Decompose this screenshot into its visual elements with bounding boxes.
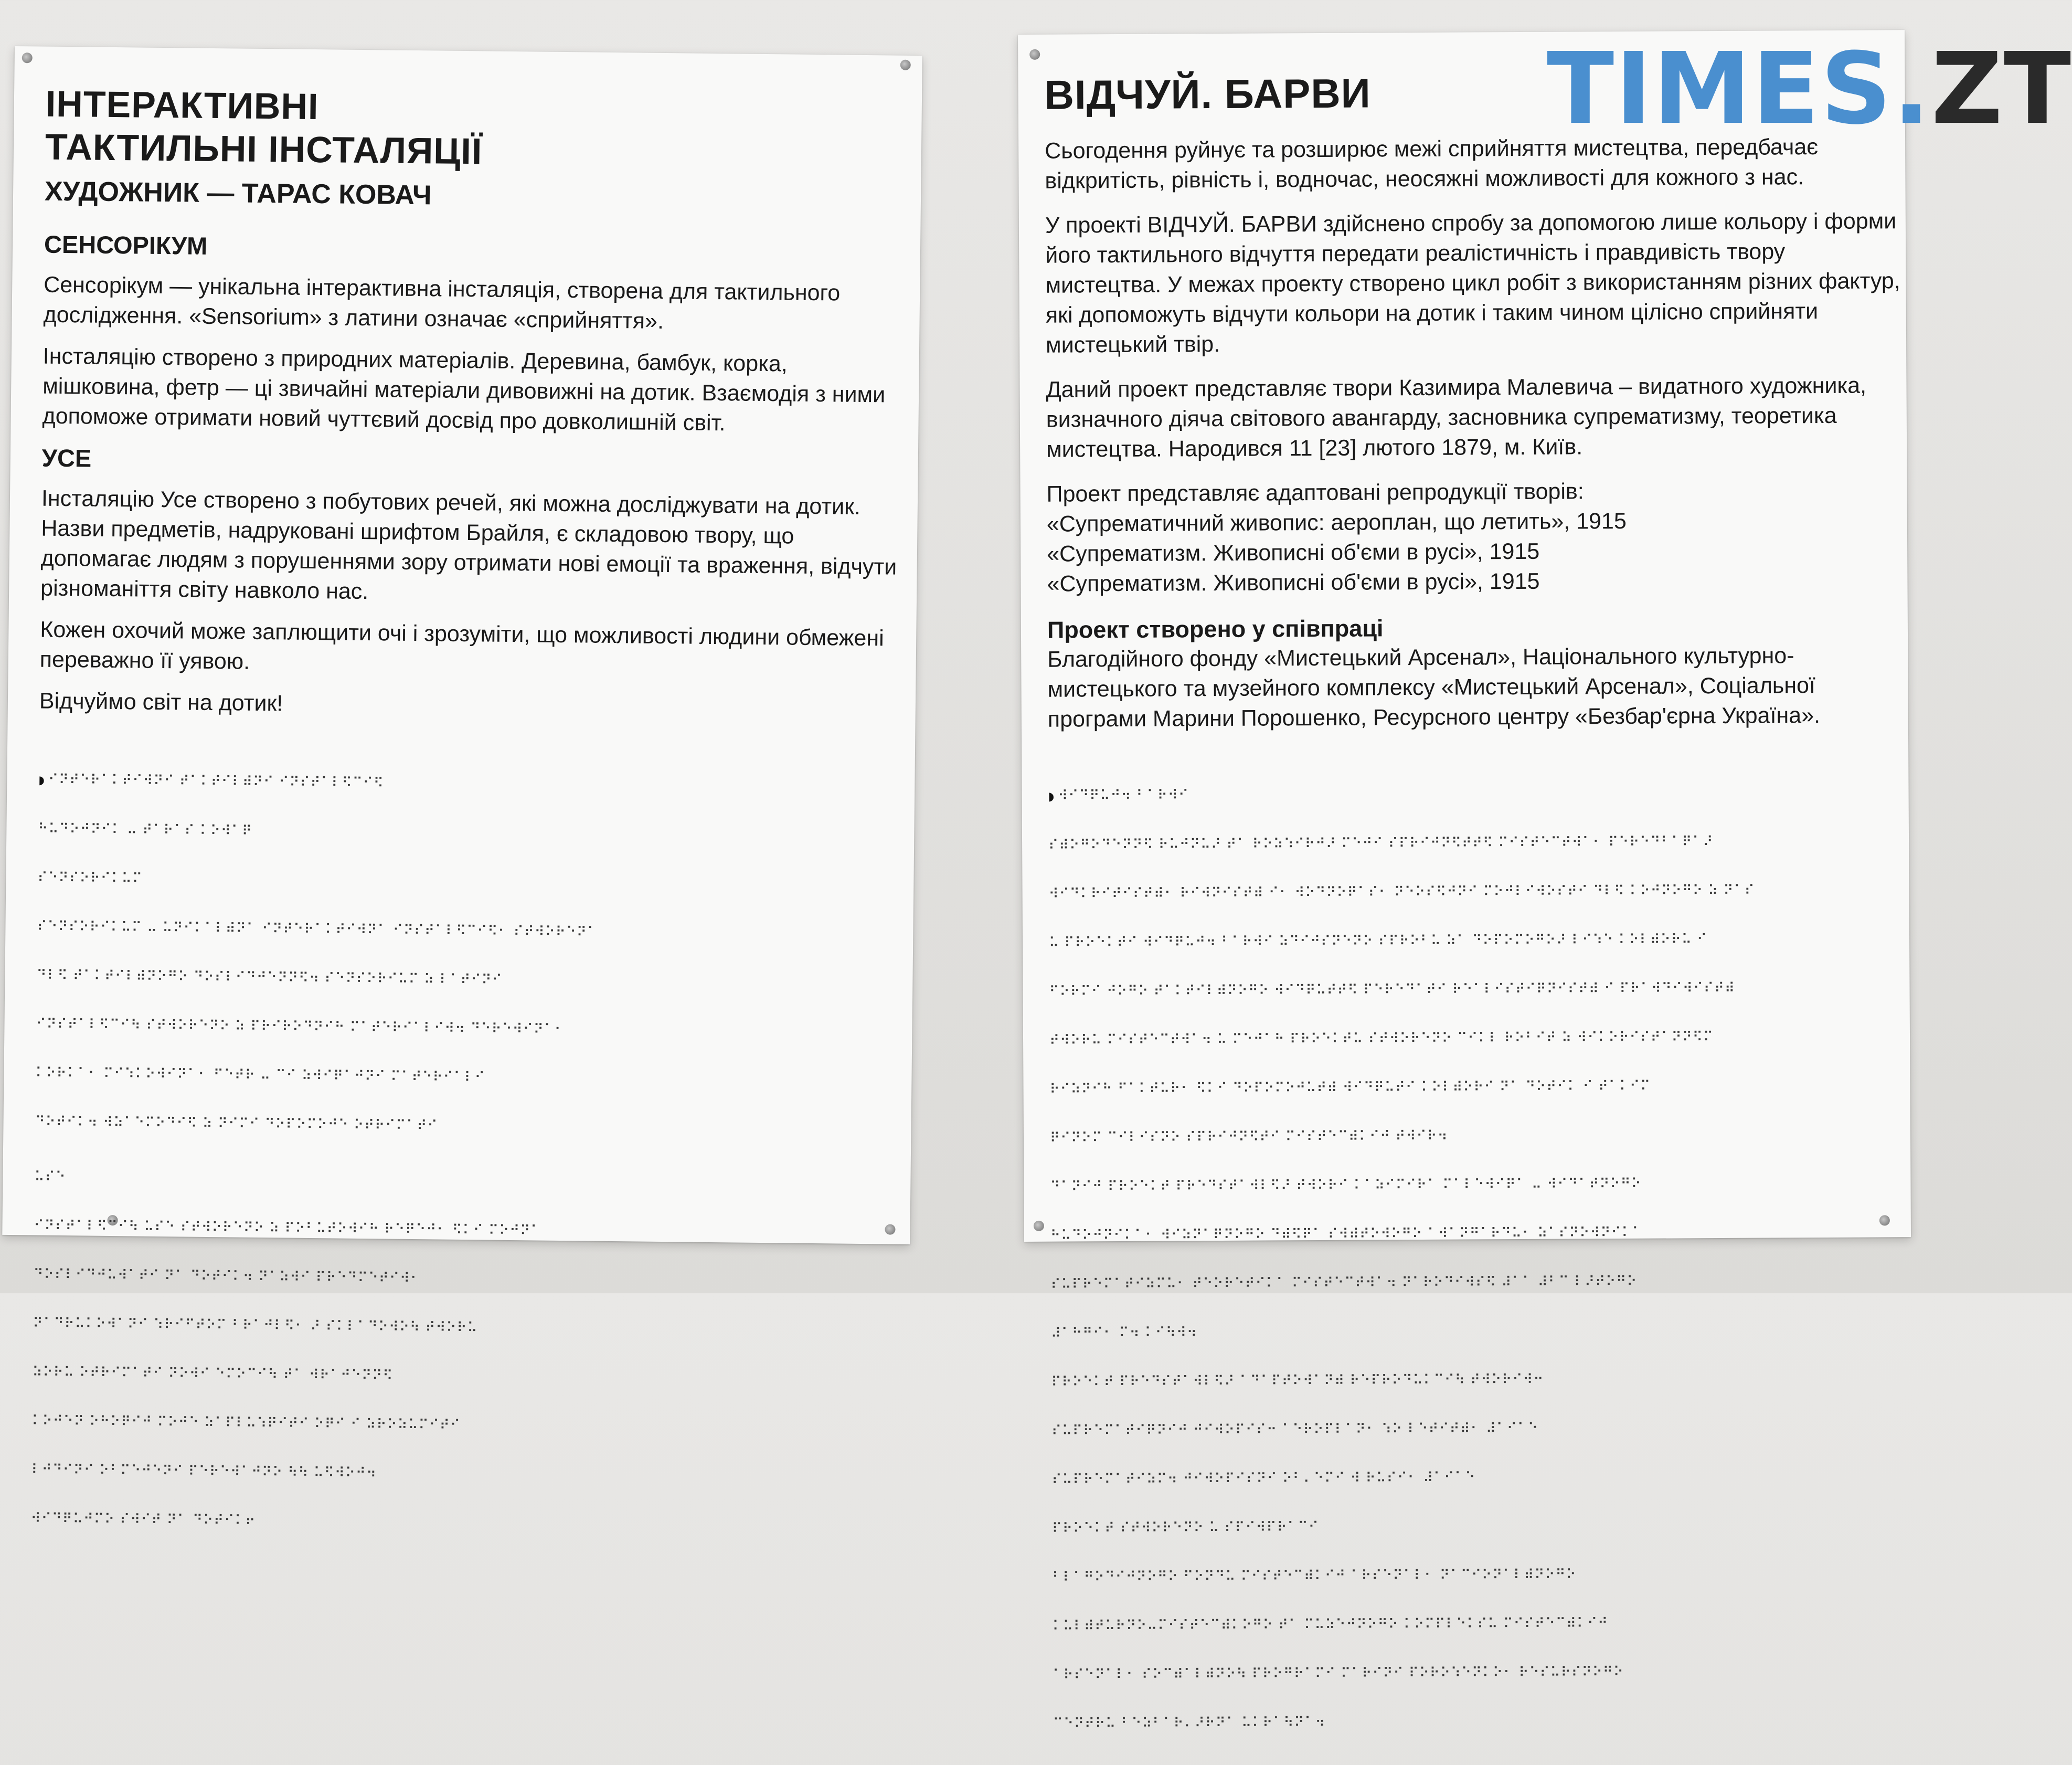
braille-line: ⠎⠥⠏⠗⠑⠍⠁⠞⠊⠵⠍⠲ ⠚⠊⠺⠕⠏⠊⠎⠝⠊ ⠕⠃⠄⠑⠍⠊ ⠺ ⠗⠥⠎⠊⠂ ⠼⠁⠊⠁⠑: [1051, 1470, 1476, 1488]
braille-line: ⠵⠕⠗⠥ ⠕⠞⠗⠊⠍⠁⠞⠊ ⠝⠕⠺⠊ ⠑⠍⠕⠉⠊⠳ ⠞⠁ ⠺⠗⠁⠚⠑⠝⠝⠫: [32, 1364, 394, 1384]
logo-dot: .: [1893, 31, 1931, 146]
paragraph: Інсталяцію створено з природних матеріалів. Деревина, бамбук, корка, мішковина, фетр — ці звичайні матеріали дивовижні на дотик. Взаємодія з ними допоможе отримати новий чуттєвий досвід про довколишній світ.: [42, 343, 886, 436]
braille-text-block: [1048, 751, 1914, 1765]
works-list: [1046, 475, 1907, 599]
braille-line: ⠉⠑⠝⠞⠗⠥ ⠃⠑⠵⠃⠁⠗⠄⠜⠗⠝⠁ ⠥⠅⠗⠁⠳⠝⠁⠲: [1053, 1714, 1326, 1732]
braille-start-marker-icon: ◗: [1048, 790, 1055, 804]
braille-line: ⠏⠗⠕⠑⠅⠞ ⠎⠞⠺⠕⠗⠑⠝⠕ ⠥ ⠎⠏⠊⠺⠏⠗⠁⠉⠊: [1051, 1519, 1319, 1537]
braille-line: ⠏⠗⠕⠑⠅⠞ ⠏⠗⠑⠙⠎⠞⠁⠺⠇⠫⠜ ⠁⠙⠁⠏⠞⠕⠺⠁⠝⠾ ⠗⠑⠏⠗⠕⠙⠥⠅⠉⠊⠳ ⠞⠺⠕⠗⠊⠺⠒: [1051, 1371, 1544, 1390]
logo-name: TIMES: [1547, 31, 1893, 146]
paragraph: Сьогодення руйнує та розширює межі сприйняття мистецтва, передбачає відкритість, рівність і, водночас, неосяжні можливості для кожного з нас.: [1045, 134, 1819, 194]
panel-title: ВІДЧУЙ. БАРВИ: [1044, 70, 1371, 118]
braille-line: ⠓⠥⠙⠕⠚⠝⠊⠅ ⠤ ⠞⠁⠗⠁⠎ ⠅⠕⠺⠁⠟: [38, 821, 253, 839]
panel-title-line2: ТАКТИЛЬНІ ІНСТАЛЯЦІЇ: [45, 126, 483, 172]
left-panel-content: [30, 82, 906, 1569]
screw-icon: [1034, 1221, 1044, 1231]
paragraph: Кожен охочий може заплющити очі і зрозуміти, що можливості людини обмежені переважно її уявою.: [39, 617, 884, 674]
artist-subtitle: ХУДОЖНИК — ТАРАС КОВАЧ: [44, 176, 432, 211]
braille-line: ◗ ⠺⠊⠙⠟⠥⠚⠲ ⠃⠁⠗⠺⠊: [1048, 787, 1189, 804]
paragraph: Сенсорікум — унікальна інтерактивна інсталяція, створена для тактильного дослідження. «Sensorium» з латини означає «сприйняття».: [43, 272, 841, 334]
braille-line: ⠎⠥⠏⠗⠑⠍⠁⠞⠊⠵⠍⠥⠂ ⠞⠑⠕⠗⠑⠞⠊⠅⠁ ⠍⠊⠎⠞⠑⠉⠞⠺⠁⠲ ⠝⠁⠗⠕⠙⠊⠺⠎⠫ ⠼⠁⠁ ⠼⠃⠉ ⠇⠜⠞⠕⠛⠕: [1050, 1273, 1638, 1293]
braille-line: ⠞⠺⠕⠗⠥ ⠍⠊⠎⠞⠑⠉⠞⠺⠁⠲ ⠥ ⠍⠑⠚⠁⠓ ⠏⠗⠕⠑⠅⠞⠥ ⠎⠞⠺⠕⠗⠑⠝⠕ ⠉⠊⠅⠇ ⠗⠕⠃⠊⠞ ⠵ ⠺⠊⠅⠕⠗⠊⠎⠞⠁⠝⠝⠫⠍: [1049, 1029, 1714, 1049]
braille-line: ◗ ⠊⠝⠞⠑⠗⠁⠅⠞⠊⠺⠝⠊ ⠞⠁⠅⠞⠊⠇⠾⠝⠊ ⠊⠝⠎⠞⠁⠇⠫⠉⠊⠫: [38, 771, 384, 791]
braille-line: ⠥ ⠏⠗⠕⠑⠅⠞⠊ ⠺⠊⠙⠟⠥⠚⠲ ⠃⠁⠗⠺⠊ ⠵⠙⠊⠚⠎⠝⠑⠝⠕ ⠎⠏⠗⠕⠃⠥ ⠵⠁ ⠙⠕⠏⠕⠍⠕⠛⠕⠜ ⠇⠊⠱⠑ ⠅⠕⠇⠾⠕⠗⠥ ⠊: [1048, 932, 1708, 951]
braille-line: ⠁⠗⠎⠑⠝⠁⠇⠂ ⠎⠕⠉⠾⠁⠇⠾⠝⠕⠳ ⠏⠗⠕⠛⠗⠁⠍⠊ ⠍⠁⠗⠊⠝⠊ ⠏⠕⠗⠕⠱⠑⠝⠅⠕⠂ ⠗⠑⠎⠥⠗⠎⠝⠕⠛⠕: [1053, 1664, 1624, 1683]
credits-heading: Проект створено у співпраці: [1047, 615, 1384, 643]
braille-line: ⠼⠁⠓⠛⠊⠂ ⠍⠲ ⠅⠊⠳⠺⠲: [1050, 1325, 1198, 1341]
screw-icon: [22, 52, 33, 63]
times-zt-logo: [1547, 31, 2072, 146]
works-intro: Проект представляє адаптовані репродукції творів:: [1046, 479, 1584, 507]
work-item: «Супрематичний живопис: аероплан, що летить», 1915: [1046, 508, 1627, 537]
braille-line: ⠇⠚⠙⠊⠝⠊ ⠕⠃⠍⠑⠚⠑⠝⠊ ⠏⠑⠗⠑⠺⠁⠚⠝⠕ ⠳⠳ ⠥⠫⠺⠕⠚⠲: [31, 1462, 377, 1482]
braille-line: ⠋⠕⠗⠍⠊ ⠚⠕⠛⠕ ⠞⠁⠅⠞⠊⠇⠾⠝⠕⠛⠕ ⠺⠊⠙⠟⠥⠞⠞⠫ ⠏⠑⠗⠑⠙⠁⠞⠊ ⠗⠑⠁⠇⠊⠎⠞⠊⠟⠝⠊⠎⠞⠾ ⠊ ⠏⠗⠁⠺⠙⠊⠺⠊⠎⠞⠾: [1049, 980, 1736, 1000]
braille-line: ⠅⠕⠚⠑⠝ ⠕⠓⠕⠟⠊⠚ ⠍⠕⠚⠑ ⠵⠁⠏⠇⠥⠱⠟⠊⠞⠊ ⠕⠟⠊ ⠊ ⠵⠗⠕⠵⠥⠍⠊⠞⠊: [31, 1413, 461, 1434]
braille-line: ⠟⠊⠝⠕⠍ ⠉⠊⠇⠊⠎⠝⠕ ⠎⠏⠗⠊⠚⠝⠫⠞⠊ ⠍⠊⠎⠞⠑⠉⠾⠅⠊⠚ ⠞⠺⠊⠗⠲: [1049, 1128, 1448, 1146]
right-panel-content: [1044, 67, 1914, 1765]
braille-line: ⠥⠎⠑: [34, 1169, 66, 1186]
braille-line: ⠎⠑⠝⠎⠕⠗⠊⠅⠥⠍: [37, 870, 143, 887]
braille-line: ⠃⠇⠁⠛⠕⠙⠊⠚⠝⠕⠛⠕ ⠋⠕⠝⠙⠥ ⠍⠊⠎⠞⠑⠉⠾⠅⠊⠚ ⠁⠗⠎⠑⠝⠁⠇⠂ ⠝⠁⠉⠊⠕⠝⠁⠇⠾⠝⠕⠛⠕: [1052, 1567, 1577, 1586]
left-info-panel: [2, 46, 922, 1529]
braille-line: ⠙⠁⠝⠊⠚ ⠏⠗⠕⠑⠅⠞ ⠏⠗⠑⠙⠎⠞⠁⠺⠇⠫⠜ ⠞⠺⠕⠗⠊ ⠅⠁⠵⠊⠍⠊⠗⠁ ⠍⠁⠇⠑⠺⠊⠟⠁ ⠤ ⠺⠊⠙⠁⠞⠝⠕⠛⠕: [1050, 1176, 1642, 1195]
panel-title-line1: ІНТЕРАКТИВНІ: [45, 83, 319, 128]
braille-line: ⠺⠊⠙⠟⠥⠚⠍⠕ ⠎⠺⠊⠞ ⠝⠁ ⠙⠕⠞⠊⠅⠖: [30, 1510, 256, 1529]
braille-line: ⠅⠕⠗⠅⠁⠂ ⠍⠊⠱⠅⠕⠺⠊⠝⠁⠂ ⠋⠑⠞⠗ ⠤ ⠉⠊ ⠵⠺⠊⠟⠁⠚⠝⠊ ⠍⠁⠞⠑⠗⠊⠁⠇⠊: [35, 1065, 485, 1086]
braille-line: ⠊⠝⠎⠞⠁⠇⠫⠉⠊⠳ ⠎⠞⠺⠕⠗⠑⠝⠕ ⠵ ⠏⠗⠊⠗⠕⠙⠝⠊⠓ ⠍⠁⠞⠑⠗⠊⠁⠇⠊⠺⠲ ⠙⠑⠗⠑⠺⠊⠝⠁⠂: [36, 1016, 565, 1038]
screw-icon: [900, 60, 911, 70]
braille-line: ⠎⠑⠝⠎⠕⠗⠊⠅⠥⠍ ⠤ ⠥⠝⠊⠅⠁⠇⠾⠝⠁ ⠊⠝⠞⠑⠗⠁⠅⠞⠊⠺⠝⠁ ⠊⠝⠎⠞⠁⠇⠫⠉⠊⠫⠂ ⠎⠞⠺⠕⠗⠑⠝⠁: [37, 918, 598, 940]
screw-icon: [1029, 49, 1040, 60]
braille-line: ⠗⠊⠵⠝⠊⠓ ⠋⠁⠅⠞⠥⠗⠂ ⠫⠅⠊ ⠙⠕⠏⠕⠍⠕⠚⠥⠞⠾ ⠺⠊⠙⠟⠥⠞⠊ ⠅⠕⠇⠾⠕⠗⠊ ⠝⠁ ⠙⠕⠞⠊⠅ ⠊ ⠞⠁⠅⠊⠍: [1049, 1078, 1651, 1097]
work-item: «Супрематизм. Живописні об'єми в русі», 1915: [1047, 568, 1540, 597]
right-info-panel: [1018, 30, 1911, 1732]
braille-start-marker-icon: ◗: [38, 774, 46, 787]
paragraph: Інсталяцію Усе створено з побутових речей, які можна досліджувати на дотик. Назви предметів, надруковані шрифтом Брайля, є складовою твору, що допомагає людям з порушеннями зору отримати нові емоції та враження, відчути різноманіття світу навколо нас.: [40, 485, 897, 605]
braille-line: ⠙⠕⠎⠇⠊⠙⠚⠥⠺⠁⠞⠊ ⠝⠁ ⠙⠕⠞⠊⠅⠲ ⠝⠁⠵⠺⠊ ⠏⠗⠑⠙⠍⠑⠞⠊⠺⠂: [33, 1266, 421, 1287]
logo-suffix: ZT: [1931, 31, 2072, 146]
braille-line: ⠅⠥⠇⠾⠞⠥⠗⠝⠕⠤⠍⠊⠎⠞⠑⠉⠾⠅⠕⠛⠕ ⠞⠁ ⠍⠥⠵⠑⠚⠝⠕⠛⠕ ⠅⠕⠍⠏⠇⠑⠅⠎⠥ ⠍⠊⠎⠞⠑⠉⠾⠅⠊⠚: [1052, 1615, 1609, 1634]
section-heading-sensorikum: СЕНСОРІКУМ: [44, 230, 208, 260]
paragraph: У проекті ВІДЧУЙ. БАРВИ здійснено спробу за допомогою лише кольору і форми його тактильного відчуття передати реалістичність і правдивість твору мистецтва. У межах проекту створено цикл робіт з використанням різних фактур, які допоможуть відчути кольори на дотик і таким чином цілісно сприйняти мистецький твір.: [1045, 208, 1900, 358]
braille-line: ⠙⠇⠫ ⠞⠁⠅⠞⠊⠇⠾⠝⠕⠛⠕ ⠙⠕⠎⠇⠊⠙⠚⠑⠝⠝⠫⠲ ⠎⠑⠝⠎⠕⠗⠊⠥⠍ ⠵ ⠇⠁⠞⠊⠝⠊: [36, 967, 503, 988]
paragraph: Відчуймо світ на дотик!: [39, 688, 283, 716]
section-heading-use: УСЕ: [41, 443, 92, 472]
braille-line: ⠓⠥⠙⠕⠚⠝⠊⠅⠁⠂ ⠺⠊⠵⠝⠁⠟⠝⠕⠛⠕ ⠙⠾⠫⠟⠁ ⠎⠺⠾⠞⠕⠺⠕⠛⠕ ⠁⠺⠁⠝⠛⠁⠗⠙⠥⠂ ⠵⠁⠎⠝⠕⠺⠝⠊⠅⠁: [1050, 1224, 1643, 1244]
braille-text-block: [30, 739, 899, 1569]
credits-text: Благодійного фонду «Мистецький Арсенал», Національного культурно-мистецького та музейного комплексу «Мистецький Арсенал», Соціальної програми Марини Порошенко, Ресурсного центру «Безбар'єрна Україна».: [1047, 643, 1821, 732]
braille-line: ⠙⠕⠞⠊⠅⠲ ⠺⠵⠁⠑⠍⠕⠙⠊⠫ ⠵ ⠝⠊⠍⠊ ⠙⠕⠏⠕⠍⠕⠚⠑ ⠕⠞⠗⠊⠍⠁⠞⠊: [35, 1114, 438, 1134]
braille-line: ⠺⠊⠙⠅⠗⠊⠞⠊⠎⠞⠾⠂ ⠗⠊⠺⠝⠊⠎⠞⠾ ⠊⠂ ⠺⠕⠙⠝⠕⠟⠁⠎⠂ ⠝⠑⠕⠎⠫⠚⠝⠊ ⠍⠕⠚⠇⠊⠺⠕⠎⠞⠊ ⠙⠇⠫ ⠅⠕⠚⠝⠕⠛⠕ ⠵ ⠝⠁⠎: [1048, 882, 1755, 902]
braille-line: ⠊⠝⠎⠞⠁⠇⠫⠉⠊⠳ ⠥⠎⠑ ⠎⠞⠺⠕⠗⠑⠝⠕ ⠵ ⠏⠕⠃⠥⠞⠕⠺⠊⠓ ⠗⠑⠟⠑⠚⠂ ⠫⠅⠊ ⠍⠕⠚⠝⠁: [34, 1218, 541, 1239]
paragraph: Даний проект представляє твори Казимира Малевича – видатного художника, визначного діяча світового авангарду, засновника супрематизму, теоретика мистецтва. Народився 11 [23] лютого 1879, м. Київ.: [1046, 373, 1867, 462]
braille-line: ⠎⠥⠏⠗⠑⠍⠁⠞⠊⠟⠝⠊⠚ ⠚⠊⠺⠕⠏⠊⠎⠒ ⠁⠑⠗⠕⠏⠇⠁⠝⠂ ⠱⠕ ⠇⠑⠞⠊⠞⠾⠂ ⠼⠁⠊⠁⠑: [1051, 1420, 1539, 1439]
braille-line: ⠎⠾⠕⠛⠕⠙⠑⠝⠝⠫ ⠗⠥⠚⠝⠥⠜ ⠞⠁ ⠗⠕⠵⠱⠊⠗⠚⠜ ⠍⠑⠚⠊ ⠎⠏⠗⠊⠚⠝⠫⠞⠞⠫ ⠍⠊⠎⠞⠑⠉⠞⠺⠁⠂ ⠏⠑⠗⠑⠙⠃⠁⠟⠁⠜: [1048, 834, 1714, 853]
braille-line: ⠝⠁⠙⠗⠥⠅⠕⠺⠁⠝⠊ ⠱⠗⠊⠋⠞⠕⠍ ⠃⠗⠁⠚⠇⠫⠂ ⠜ ⠎⠅⠇⠁⠙⠕⠺⠕⠳ ⠞⠺⠕⠗⠥: [33, 1315, 478, 1336]
work-item: «Супрематизм. Живописні об'єми в русі», 1915: [1047, 538, 1540, 567]
